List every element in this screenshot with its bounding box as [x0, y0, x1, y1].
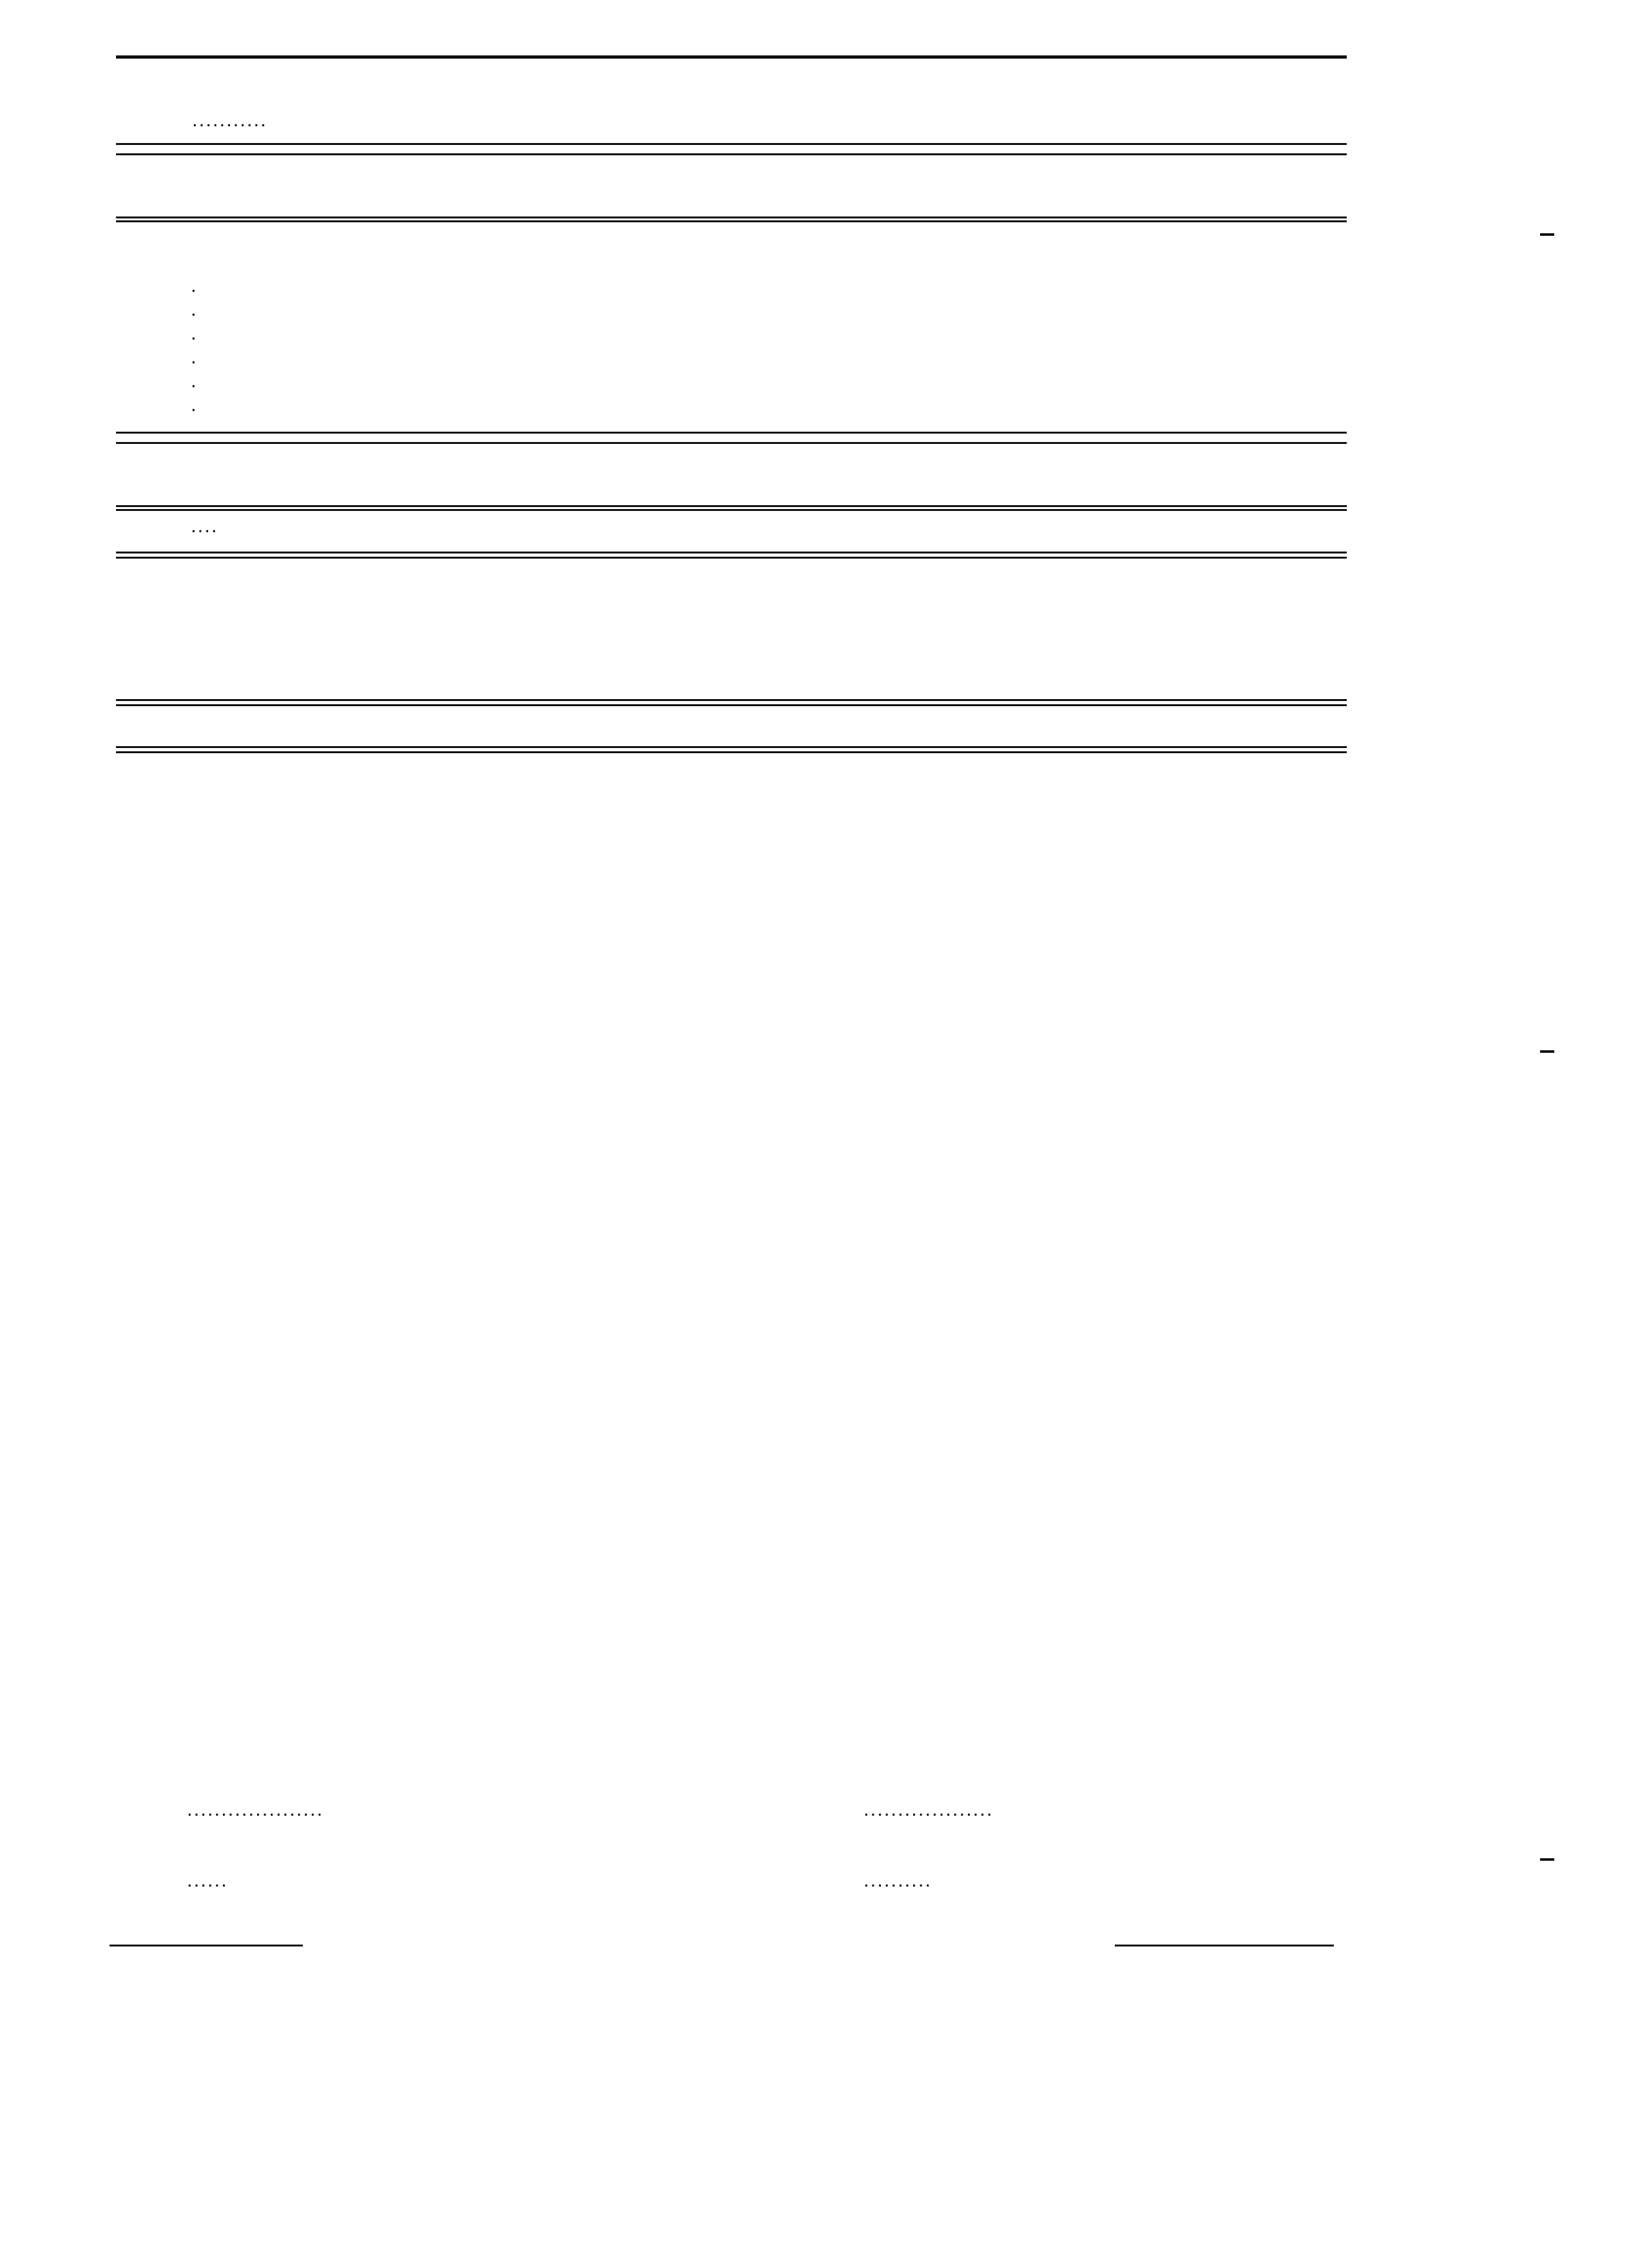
- row-label: ...........: [192, 108, 267, 131]
- part-row: [0, 1869, 1629, 1894]
- footer-rule-right: [1115, 1945, 1334, 1946]
- row-label: .: [191, 345, 197, 368]
- bench-table: [0, 274, 1629, 428]
- section-rule: [116, 143, 1347, 145]
- part-row: [0, 1798, 1629, 1823]
- row-label: .: [191, 298, 197, 320]
- section-rule: [116, 557, 1347, 559]
- table-row: [191, 322, 1351, 346]
- application-cell: ......: [187, 1869, 228, 1891]
- section-rule: [116, 699, 1347, 701]
- table-row: [191, 345, 1351, 370]
- description-cell: ..........: [863, 1869, 932, 1891]
- application-cell: ....................: [187, 1798, 324, 1820]
- table-row: [191, 393, 1351, 418]
- section-rule: [116, 220, 1347, 222]
- margin-mark: [1540, 1050, 1554, 1053]
- row-label: .: [191, 393, 197, 416]
- row-label: .: [191, 274, 197, 296]
- margin-mark: [1540, 233, 1554, 236]
- section-rule: [116, 751, 1347, 753]
- margin-mark: [1540, 1858, 1554, 1861]
- bucket-row: [191, 514, 1351, 540]
- section-rule: [116, 552, 1347, 553]
- section-rule: [116, 216, 1347, 218]
- section-14900-heading: [188, 1830, 215, 1861]
- description-cell: ...................: [863, 1798, 994, 1820]
- section-14875b-heading: [193, 71, 241, 102]
- section-rule: [116, 153, 1347, 155]
- row-label: ....: [191, 514, 218, 537]
- table-row: [191, 298, 1351, 322]
- type2-list: [0, 1535, 1629, 1586]
- footer-rule-left: [110, 1945, 303, 1946]
- section-14880-heading: [188, 1691, 215, 1722]
- row-label: .: [191, 369, 197, 392]
- section-rule: [116, 746, 1347, 748]
- section-rule: [116, 505, 1347, 507]
- section-rule: [116, 442, 1347, 444]
- section-rule: [116, 704, 1347, 706]
- type5-list: [0, 1629, 1629, 1680]
- parts-list: [0, 755, 1629, 1515]
- section-rule: [116, 432, 1347, 434]
- row-label: .: [191, 322, 197, 344]
- table-row: [191, 274, 1351, 298]
- header-rule: [116, 55, 1347, 59]
- section-rule: [116, 509, 1347, 511]
- section-14890-heading: [188, 1759, 215, 1790]
- table-row: [191, 369, 1351, 394]
- front-seat-row: [192, 108, 1339, 134]
